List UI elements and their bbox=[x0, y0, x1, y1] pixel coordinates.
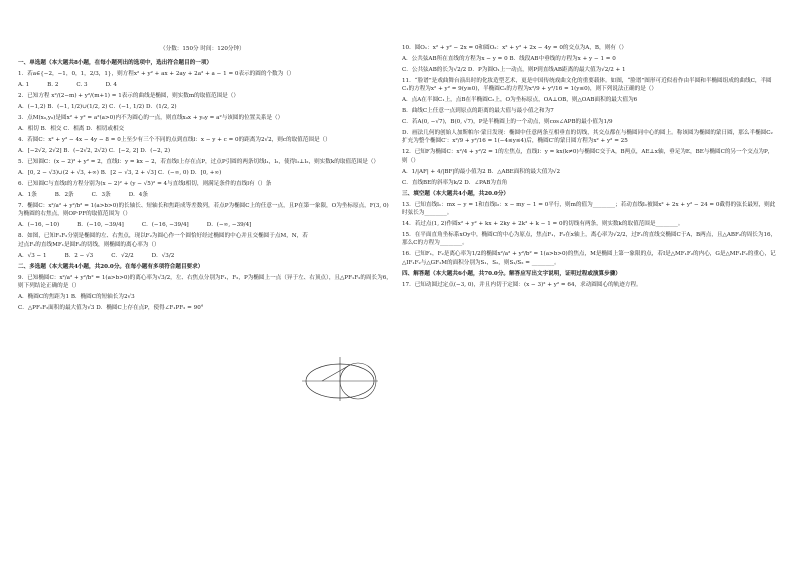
question-12: 12．已知F为椭圆C：x²/4 + y²/2 = 1的左焦点，直线l：y = kx(k≠0)与椭圆C交于A，B两点，AE⊥x轴，垂足为E，BE与椭圆C的另一个交点为P，则（） bbox=[402, 149, 774, 164]
question-2: 2．已知方程 x²/(2−m) + y²/(m+1) = 1表示的曲线是椭圆，则实数m的取值范围是（） bbox=[18, 93, 239, 100]
left-column bbox=[18, 56, 394, 315]
question-11-option-a: A．点A在半圆C₁上，点B在半椭圆C₂上，O为坐标原点，OA⊥OB，则△OAB面积的最大值为6 bbox=[402, 97, 638, 104]
question-2-options: A．(−1,2) B．(−1, 1/2)∪(1/2, 2) C．(−1, 1/2) D．(1/2, 2) bbox=[18, 104, 177, 111]
option-d: D．√3/2 bbox=[151, 252, 175, 259]
question-10-options-cd: C．公共弦AB的长为√2/2 D．P为圆O₁上一动点，则P到直线AB距离的最大值为√2/2 + 1 bbox=[402, 67, 626, 73]
question-3-options: A．相切 B．相交 C．相离 D．相切或相交 bbox=[18, 126, 125, 133]
option-d: D．4条 bbox=[128, 192, 148, 199]
option-d: D．(−∞, −39/4] bbox=[206, 222, 252, 229]
option-b: B. 2 bbox=[47, 82, 59, 89]
section-heading-solutions: 四、解答题（本大题共6小题，共70.0分。解答应写出文字说明，证明过程或演算步骤） bbox=[402, 270, 621, 277]
question-11-option-c: C．若A(0, −√7)，B(0, √7)，P是半椭圆上的一个动点，则cos∠APB的最小值为1/9 bbox=[402, 119, 613, 126]
question-10-options-ab: A．公共弦AB所在直线的方程为x − y = 0 B．线段AB中垂线的方程为x + y − 1 = 0 bbox=[402, 56, 616, 62]
question-12-options-ab: A．1/|AF| + 4/|BF|的最小值为2 B．△ABE面积的最大值为√2 bbox=[402, 168, 561, 175]
question-1: 1．若a∈{−2，−1，0，1，2/3，1}，则方程x² + y² + ax + 2ay + 2a² + a − 1 = 0表示的圆的个数为（） bbox=[18, 71, 295, 78]
question-11-option-d: D．画法几何的创始人加斯帕尔·蒙日发现：椭圆中任意两条互相垂直的切线，其交点都在与椭圆同中心的圆上。称该圆为椭圆的蒙日圆，那么半椭圆C₂扩充为整个椭圆C′：x²/9 + y²/16 = 1(−4≤y≤4)后，椭圆C′的蒙日圆方程为x² + y² = 25 bbox=[402, 130, 773, 145]
question-17: 17．已知动圆过定点(−3, 0)，并且内切于定圆：(x − 3)² + y² = 64，求动圆圆心的轨迹方程。 bbox=[402, 282, 642, 289]
right-column bbox=[402, 44, 778, 292]
option-b: B．(−10, −39/4] bbox=[77, 222, 124, 229]
question-8: 8．如图，已知F₁F₂分别是椭圆的左、右焦点，现以F₂为圆心作一个圆恰好经过椭圆的中心并且交椭圆于点M，N，若过点F₁的直线MF₁是圆F₂的切线，则椭圆的离心率为（） bbox=[18, 233, 308, 248]
section-heading-single-choice: 一、单选题（本大题共8小题，在每小题列出的选项中，选出符合题目的一项） bbox=[18, 60, 213, 66]
question-4: 4．若圆C：x² + y² − 4x − 4y − 8 = 0上至少有三个不同的点到直线l：x − y + c = 0的距离为2√2，则c的取值范围是（） bbox=[18, 137, 331, 144]
question-16: 16．已知F₁，F₂是离心率为1/2的椭圆x²/a² + y²/b² = 1(a>b>0)的焦点，M是椭圆上第一象限的点，若I是△MF₁F₂的内心，G是△MF₁F₂的重心，记△IF₁F₂与△GF₁M的面积分别为S₁，S₂，则S₁/S₂ = ________。 bbox=[402, 251, 776, 266]
question-11: 11．“脸谱”是戏曲舞台演出时的化妆造型艺术，更是中国传统戏曲文化的重要载体。如图，“脸谱”图形可近似看作由半圆和半椭圆组成的曲线C，半圆C₁的方程为x² + y² = 9(y≥0)，半椭圆C₂的方程为x²/9 + y²/16 = 1(y≤0)，则下列说法正确的是（） bbox=[402, 78, 772, 93]
question-1-options bbox=[18, 81, 394, 89]
question-6: 6．已知圆C与直线l的方程分别为(x − 2)² + (y − √5)² = 4与直线l相切，则满足条件的直线l有（）条 bbox=[18, 181, 272, 188]
option-b: B．2 − √3 bbox=[64, 252, 94, 259]
option-c: C．3条 bbox=[91, 192, 111, 199]
question-9-options-ab: A．椭圆C的焦距为1 B．椭圆C的短轴长为2√3 bbox=[18, 294, 135, 301]
question-3: 3．点M(x₀,y₀)是圆x² + y² = a²(a>0)内不为圆心的一点，则直线x₀x + y₀y = a²与该圆的位置关系是（） bbox=[18, 115, 284, 122]
question-12-options-cd: C．直线BE的斜率为k/2 D．∠PAB为直角 bbox=[402, 179, 508, 186]
option-b: B．2条 bbox=[54, 192, 74, 199]
option-c: C．(−16, −39/4] bbox=[141, 222, 189, 229]
ellipse-figure bbox=[300, 355, 380, 403]
option-c: C．√2/2 bbox=[111, 252, 134, 259]
question-9: 9．已知椭圆C：x²/a² + y²/b² = 1(a>b>0)的离心率为√3/2，左、右焦点分别为F₁，F₂，P为椭圆上一点（异于左、右顶点），且△PF₁F₂的周长为6，则下列结论正确的是（） bbox=[18, 275, 392, 290]
option-a: A．1条 bbox=[18, 192, 37, 199]
option-a: A．√3 − 1 bbox=[18, 252, 47, 259]
question-15: 15．在平面直角坐标系xOy中，椭圆C的中心为原点，焦点F₁，F₂在x轴上，离心率为√2/2，过F₁的直线交椭圆C于A，B两点，且△ABF₂的周长为16，那么C的方程为________。 bbox=[402, 232, 777, 247]
option-c: C. 3 bbox=[76, 82, 88, 89]
question-10: 10．圆O₁：x² + y² − 2x = 0和圆O₂：x² + y² + 2x − 4y = 0的交点为A，B，则有（） bbox=[402, 45, 627, 51]
question-13: 13．已知直线l₁：mx − y = 1和直线l₂：x − my − 1 = 0平行，则m的值为________；若动直线l₁被圆x² + 2x + y² − 24 = 0截得的弦长最短，则此时弦长为________。 bbox=[402, 202, 776, 217]
question-11-option-b: B．曲线C上任意一点到原点的距离的最大值与最小值之和为7 bbox=[402, 108, 554, 115]
option-d: D. 4 bbox=[105, 82, 117, 89]
option-a: A. 1 bbox=[18, 82, 30, 89]
question-7: 7．椭圆C：x²/a² + y²/b² = 1(a>b>0)的长轴长、短轴长和焦距成等差数列，若点P为椭圆C上的任意一点，且P在第一象限，O为坐标原点，F(3, 0)为椭圆的右焦点，则OP·PF的取值范围为（） bbox=[18, 203, 389, 218]
question-8-options bbox=[18, 252, 394, 260]
question-14: 14．若过点(1, 2)作圆x² + y² + kx + 2ky + 2k² + k − 1 = 0的切线有两条，则实数k的取值范围是________。 bbox=[402, 221, 684, 228]
question-5-options: A．[0, 2 − √3)∪(2 + √3, +∞) B．[2 − √3, 2 + √3] C．(−∞, 0) D．[0, +∞) bbox=[18, 170, 222, 177]
question-5: 5．已知圆C：(x − 2)² + y² = 2，直线l：y = kx − 2，若直线l上存在点P，过点P引圆的两条切线l₁，l₂，使得l₁⊥l₂，则实数k的取值范围是（） bbox=[18, 159, 380, 166]
exam-header: （分数：150分 时间：120分钟） bbox=[160, 46, 245, 52]
question-6-options bbox=[18, 191, 394, 199]
question-4-options: A．[−2√2, 2√2] B．(−2√2, 2√2) C．[−2, 2] D．(−2, 2) bbox=[18, 148, 171, 155]
question-9-options-cd: C．△PF₁F₂面积的最大值为√3 D．椭圆C上存在点P，使得∠F₁PF₂ = 90° bbox=[18, 305, 204, 312]
section-heading-fill-blank: 三、填空题（本大题共4小题，共20.0分） bbox=[402, 190, 510, 197]
question-7-options bbox=[18, 221, 394, 229]
section-heading-multi-choice: 二、多选题（本大题共4小题，共20.0分。在每小题有多项符合题目要求） bbox=[18, 263, 204, 270]
option-a: A．(−16, −10) bbox=[18, 222, 60, 229]
